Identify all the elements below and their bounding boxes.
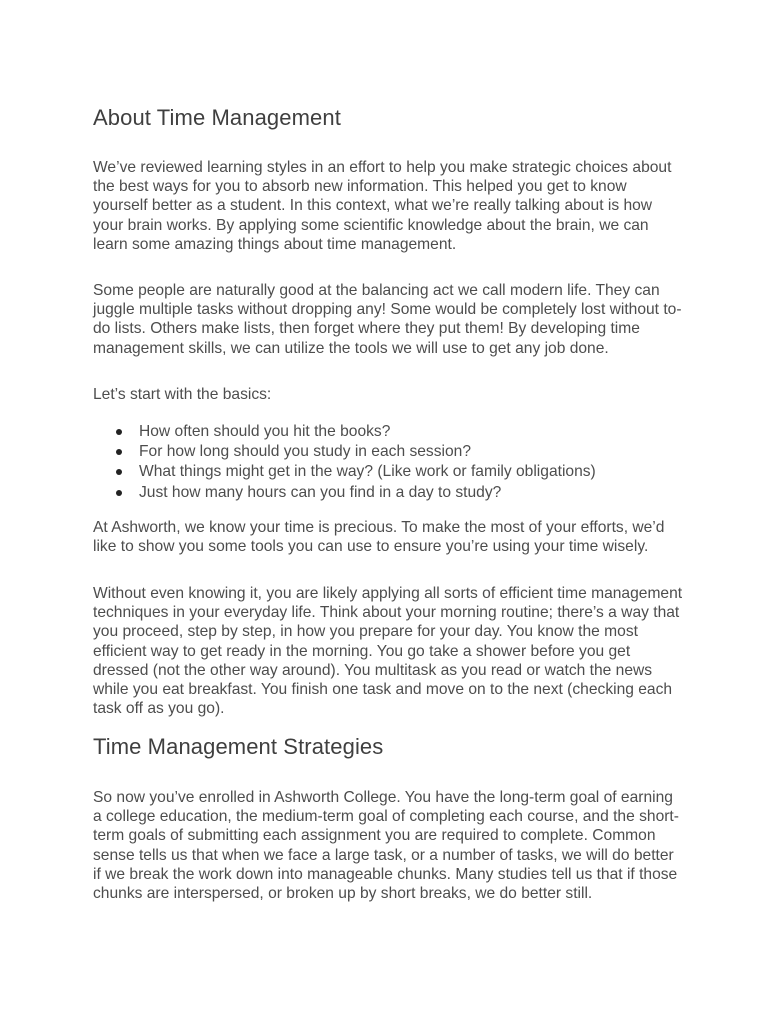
list-item: [93, 442, 596, 462]
bullet-icon: [116, 469, 122, 475]
heading-time-management-strategies: Time Management Strategies: [93, 734, 384, 759]
list-item-text: For how long should you study in each session?: [139, 443, 471, 461]
list-item-text: Just how many hours can you find in a day to study?: [139, 483, 502, 501]
list-item: [93, 483, 596, 503]
bullet-icon: [116, 490, 122, 496]
basics-bullet-list: [93, 422, 596, 503]
list-item: [93, 422, 596, 442]
heading-about-time-management: About Time Management: [93, 105, 341, 130]
list-item: [93, 462, 596, 482]
list-item-text: How often should you hit the books?: [139, 423, 391, 440]
bullet-icon: [116, 429, 122, 435]
paragraph-morning-routine: Without even knowing it, you are likely applying all sorts of efficient time management techniques in your everyday life. Think about your morning routine; there’s a way that you proceed, step by step, in how you prepare for your day. You know the most efficient way to get ready in the morning. You go take a shower before you get dressed (not the other way around). You multitask as you read or watch the news while you eat breakfast. You finish one task and move on to the next (checking each task off as you go).: [93, 585, 683, 718]
paragraph-enrolled-goals: So now you’ve enrolled in Ashworth College. You have the long-term goal of earning a college education, the medium-term goal of completing each course, and the short-term goals of submitting each assignment you are required to complete. Common sense tells us that when we face a large task, or a number of tasks, we will do better if we break the work down into manageable chunks. Many studies tell us that if those chunks are interspersed, or broken up by short breaks, we do better still.: [93, 789, 679, 903]
list-item-text: What things might get in the way? (Like work or family obligations): [139, 463, 596, 481]
paragraph-basics-intro: Let’s start with the basics:: [93, 386, 272, 403]
paragraph-learning-styles: We’ve reviewed learning styles in an effort to help you make strategic choices about the best ways for you to absorb new information. This helped you get to know yourself better as a student. In this context, what we’re really talking about is how your brain works. By applying some scientific knowledge about the brain, we can learn some amazing things about time management.: [93, 159, 672, 253]
paragraph-ashworth-time: At Ashworth, we know your time is precious. To make the most of your efforts, we’d like to show you some tools you can use to ensure you’re using your time wisely.: [93, 519, 665, 556]
paragraph-balancing-act: Some people are naturally good at the balancing act we call modern life. They can juggle multiple tasks without dropping any! Some would be completely lost without to-do lists. Others make lists, then forget where they put them! By developing time management skills, we can utilize the tools we will use to get any job done.: [93, 282, 682, 357]
bullet-icon: [116, 449, 122, 455]
